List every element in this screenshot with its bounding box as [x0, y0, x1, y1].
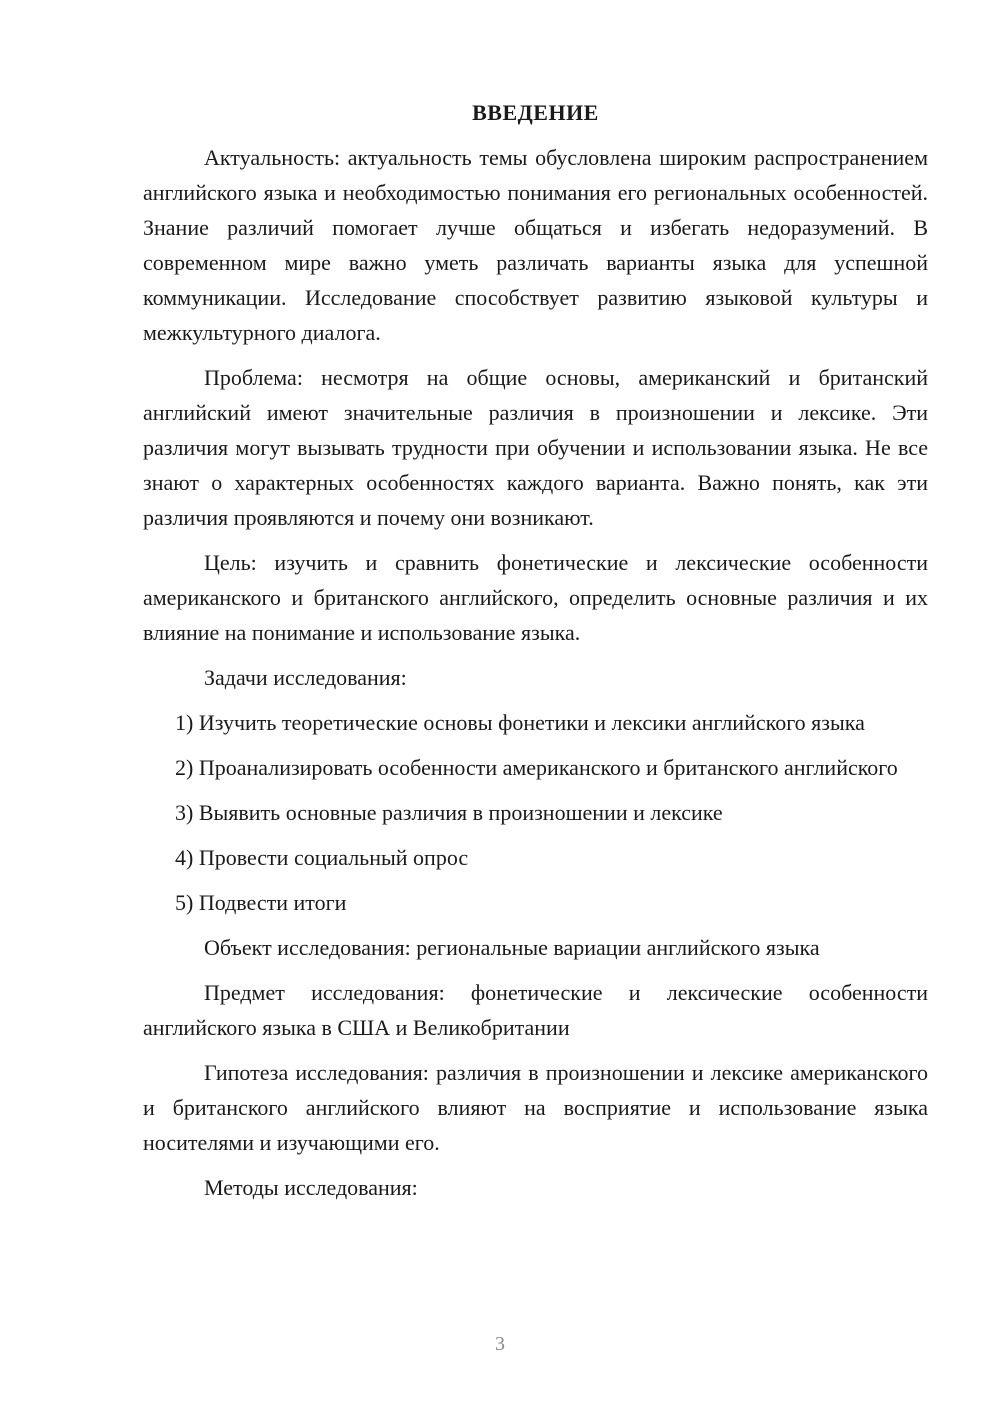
subject-paragraph: Предмет исследования: фонетические и лексические особенности английского языка в США и Великобритании: [143, 980, 928, 1040]
problem-paragraph: Проблема: несмотря на общие основы, американский и британский английский имеют значительные различия в произношении и лексике. Эти различия могут вызывать трудности при обучении и использовании языка. Не все знают о характерных особенностях каждого варианта. Важно понять, как эти различия проявляются и почему они возникают.: [143, 365, 928, 530]
object-paragraph: Объект исследования: региональные вариации английского языка: [204, 935, 820, 960]
page-number: 3: [495, 1333, 505, 1355]
methods-paragraph: Методы исследования:: [204, 1175, 418, 1200]
document-page: [143, 95, 928, 1215]
task-item-3: 3) Выявить основные различия в произношении и лексике: [175, 800, 723, 825]
page-title: ВВЕДЕНИЕ: [472, 100, 599, 125]
task-item-2: 2) Проанализировать особенности американского и британского английского: [175, 755, 898, 780]
hypothesis-paragraph: Гипотеза исследования: различия в произношении и лексике американского и британского английского влияют на восприятие и использование языка носителями и изучающими его.: [143, 1060, 928, 1155]
task-item-4: 4) Провести социальный опрос: [175, 845, 469, 870]
goal-paragraph: Цель: изучить и сравнить фонетические и лексические особенности американского и британского английского, определить основные различия и их влияние на понимание и использование языка.: [143, 550, 928, 645]
relevance-paragraph: Актуальность: актуальность темы обусловлена широким распространением английского языка и необходимостью понимания его региональных особенностей. Знание различий помогает лучше общаться и избегать недоразумений. В современном мире важно уметь различать варианты языка для успешной коммуникации. Исследование способствует развитию языковой культуры и межкультурного диалога.: [143, 145, 928, 345]
task-item-5: 5) Подвести итоги: [175, 890, 347, 915]
task-item-1: 1) Изучить теоретические основы фонетики и лексики английского языка: [175, 710, 865, 735]
tasks-heading: Задачи исследования:: [204, 665, 407, 690]
